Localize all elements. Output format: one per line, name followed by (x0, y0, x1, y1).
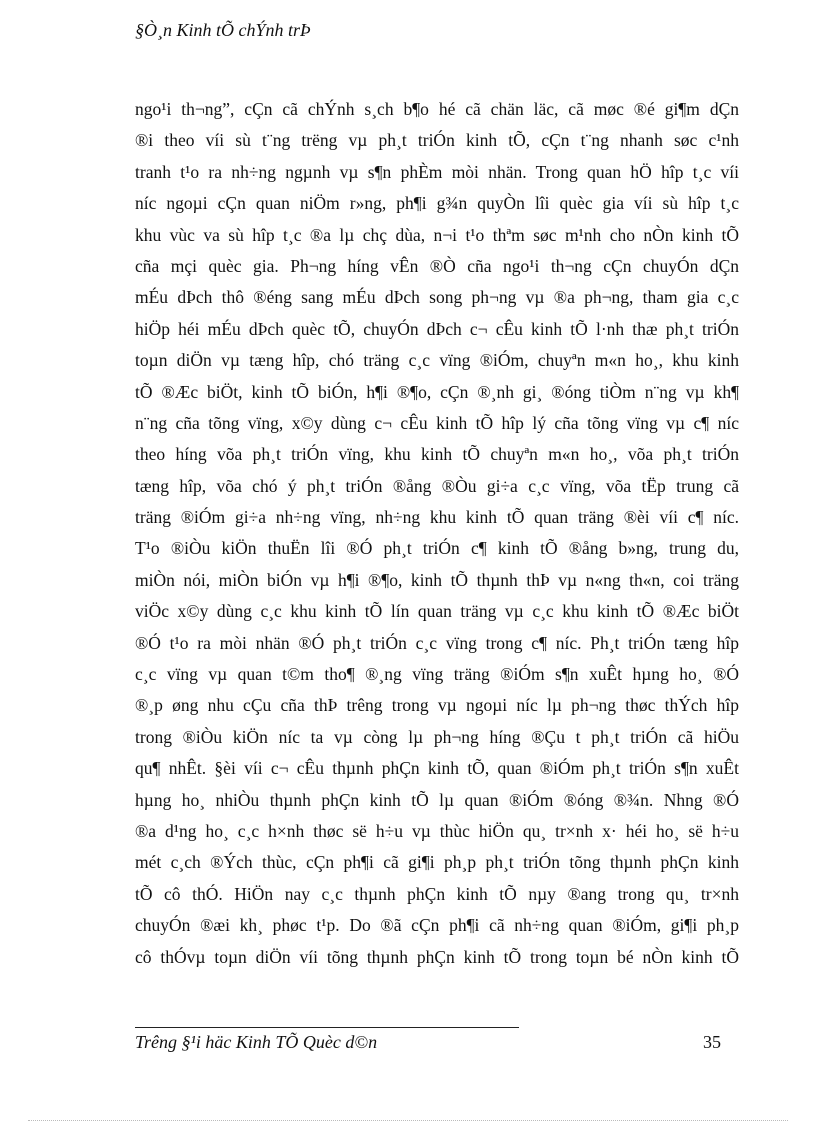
text-line: tÕ ®Æc biÖt, kinh tÕ biÓn, h¶i ®¶o, cÇn ®¸nh gi¸ ®óng tiÒm n¨ng vµ kh¶ (135, 381, 739, 402)
text-line: trong ®iÒu kiÖn níc ta vµ còng lµ ph¬ng híng ®Çu t ph¸t triÓn cã hiÖu (135, 726, 739, 747)
text-line: hµng ho¸ nhiÒu thµnh phÇn kinh tÕ lµ quan ®iÓm ®óng ®¾n. Nhng ®Ó (135, 789, 739, 810)
text-line: hiÖp héi mÉu dÞch quèc tÕ, chuyÓn dÞch c¬ cÊu kinh tÕ l·nh thæ ph¸t triÓn (135, 318, 739, 339)
running-footer: Trêng §¹i häc Kinh TÕ Quèc d©n (135, 1032, 378, 1052)
text-line: mÉu dÞch thô ®éng sang mÉu dÞch song ph¬ng vµ ®a ph¬ng, tham gia c¸c (135, 287, 739, 308)
text-line: miÒn nói, miÒn biÓn vµ h¶i ®¶o, kinh tÕ thµnh thÞ vµ n«ng th«n, coi träng (135, 569, 739, 590)
text-line: cô thÓvµ toµn diÖn víi tõng thµnh phÇn kinh tÕ trong toµn bé nÒn kinh tÕ (135, 946, 739, 967)
text-line: khu vùc va sù hîp t¸c ®a lµ chç dùa, n¬i t¹o thªm søc m¹nh cho nÒn kinh tÕ (135, 224, 739, 245)
text-line: ngo¹i th¬ng”, cÇn cã chÝnh s¸ch b¶o hé cã chän läc, cã møc ®é gi¶m dÇn (135, 99, 739, 119)
text-line: níc ngoµi cÇn quan niÖm r»ng, ph¶i g¾n quyÒn lîi quèc gia víi sù hîp t¸c (135, 193, 739, 214)
running-header: §Ò¸n Kinh tÕ chÝnh trÞ (135, 20, 312, 40)
text-line: c¸c vïng vµ quan t©m tho¶ ®¸ng vïng träng ®iÓm s¶n xuÊt hµng ho¸ ®Ó (135, 664, 739, 685)
page-number: 35 (703, 1032, 721, 1052)
text-line: cña mçi quèc gia. Ph¬ng híng vÊn ®Ò cña ngo¹i th¬ng cÇn chuyÓn dÇn (135, 255, 739, 276)
text-line: ®a d¹ng ho¸ c¸c h×nh thøc së h÷u vµ thùc hiÖn qu¸ tr×nh x· héi ho¸ së h÷u (135, 820, 739, 841)
text-line: tranh t¹o ra nh÷ng ngµnh vµ s¶n phÈm mòi nhän. Trong quan hÖ hîp t¸c víi (135, 161, 739, 182)
text-line: mét c¸ch ®Ých thùc, cÇn ph¶i cã gi¶i ph¸p ph¸t triÓn tõng thµnh phÇn kinh (135, 852, 739, 873)
text-line: tæng hîp, võa chó ý ph¸t triÓn ®ång ®Òu gi÷a c¸c vïng, võa tËp trung cã (135, 475, 739, 496)
text-line: ®Ó t¹o ra mòi nhän ®Ó ph¸t triÓn c¸c vïng trong c¶ níc. Ph¸t triÓn tæng hîp (135, 632, 739, 653)
text-line: träng ®iÓm gi÷a nh÷ng vïng, nh÷ng khu kinh tÕ quan träng ®èi víi c¶ níc. (135, 507, 739, 528)
text-line: toµn diÖn vµ tæng hîp, chó träng c¸c vïng ®iÓm, chuyªn m«n ho¸, khu kinh (135, 350, 739, 371)
text-line: T¹o ®iÒu kiÖn thuËn lîi ®Ó ph¸t triÓn c¶ kinh tÕ ®ång b»ng, trung du, (135, 538, 739, 559)
text-line: viÖc x©y dùng c¸c khu kinh tÕ lín quan träng vµ c¸c khu kinh tÕ ®Æc biÖt (135, 601, 739, 622)
text-line: n¨ng cña tõng vïng, x©y dùng c¬ cÊu kinh tÕ hîp lý cña tõng vïng vµ c¶ níc (135, 412, 739, 433)
text-line: qu¶ nhÊt. §èi víi c¬ cÊu thµnh phÇn kinh tÕ, quan ®iÓm ph¸t triÓn s¶n xuÊt (135, 758, 739, 779)
text-line: ®¸p øng nhu cÇu cña thÞ trêng trong vµ ngoµi níc lµ ph¬ng thøc thÝch hîp (135, 695, 739, 716)
text-line: tÕ cô thÓ. HiÖn nay c¸c thµnh phÇn kinh tÕ nµy ®ang trong qu¸ tr×nh (135, 883, 739, 904)
text-line: ®i theo víi sù t¨ng trëng vµ ph¸t triÓn kinh tÕ, cÇn t¨ng nhanh søc c¹nh (135, 130, 739, 151)
text-line: chuyÓn ®æi kh¸ phøc t¹p. Do ®ã cÇn ph¶i cã nh÷ng quan ®iÓm, gi¶i ph¸p (135, 915, 739, 936)
body-paragraph (135, 94, 739, 973)
footer-divider (135, 1027, 519, 1028)
page-bottom-edge (28, 1120, 788, 1121)
text-line: theo híng võa ph¸t triÓn vïng, khu kinh tÕ chuyªn m«n ho¸, võa ph¸t triÓn (135, 444, 739, 465)
